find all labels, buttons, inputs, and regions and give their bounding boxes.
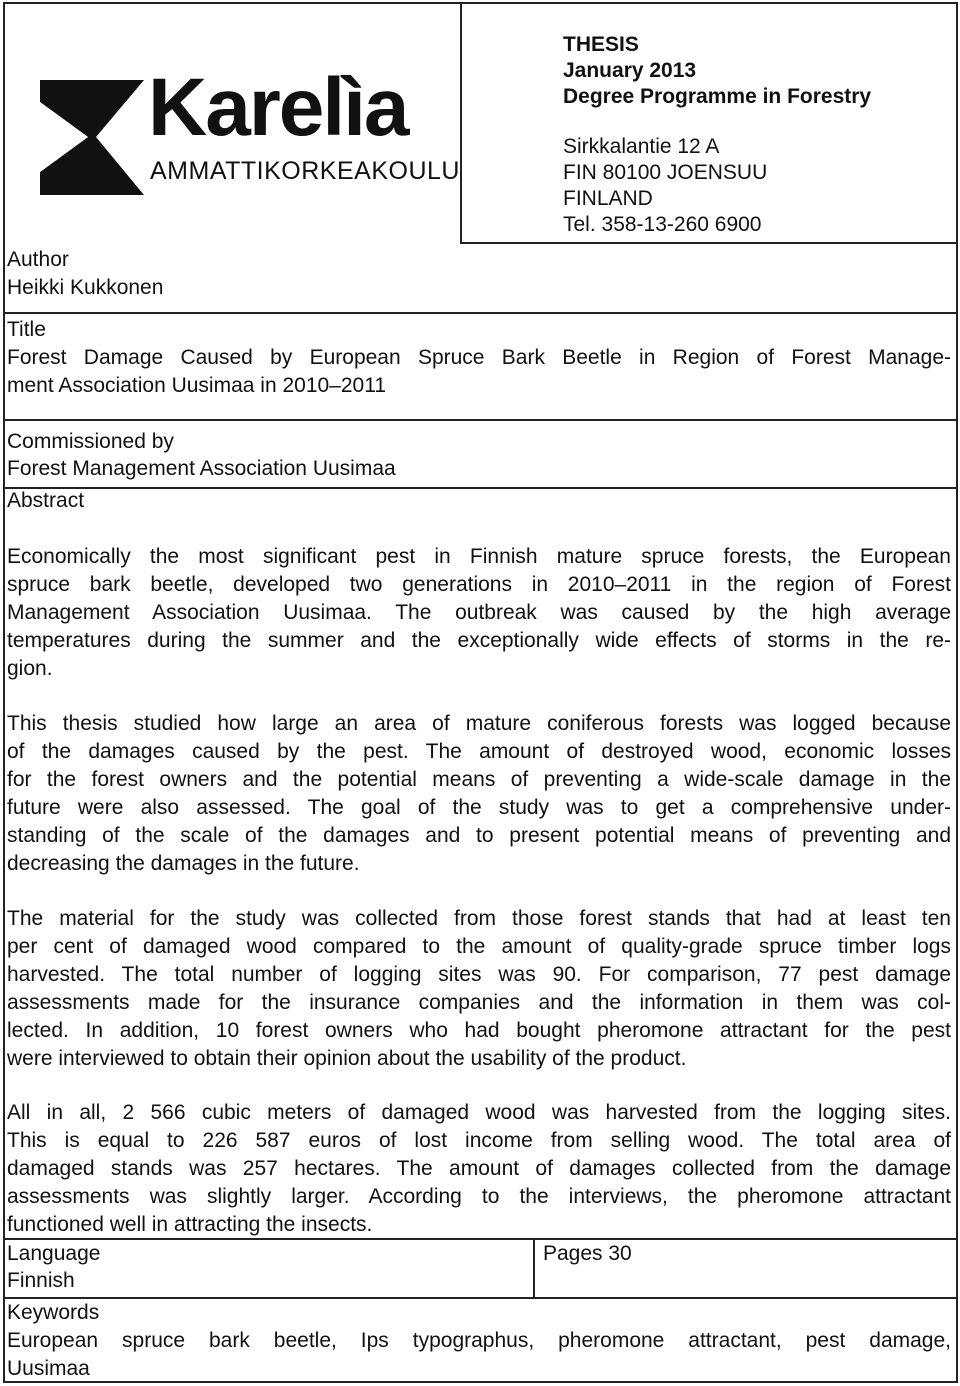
- author-label: Author: [7, 248, 69, 271]
- abstract-line: This thesis studied how large an area of mature coniferous forests was logged because: [7, 712, 951, 735]
- abstract-line: assessments was slightly larger. According to the interviews, the pheromone attractant: [7, 1185, 951, 1208]
- abstract-line: lected. In addition, 10 forest owners who had bought pheromone attractant for the pest: [7, 1019, 951, 1042]
- karelia-subtitle-text: AMMATTIKORKEAKOULU: [150, 157, 460, 185]
- title-divider: [3, 419, 958, 421]
- abstract-paragraph: [7, 710, 951, 878]
- title-label: Title: [7, 318, 46, 341]
- abstract-line: The material for the study was collected from those forest stands that had at least ten: [7, 907, 951, 930]
- header-divider-vertical: [460, 2, 462, 244]
- phone-number: Tel. 358-13-260 6900: [563, 213, 762, 236]
- abstract-paragraph: [7, 905, 951, 1073]
- author-name: Heikki Kukkonen: [7, 276, 164, 299]
- abstract-label: Abstract: [7, 489, 85, 512]
- abstract-line: future were also assessed. The goal of the study was to get a comprehensive under-: [7, 796, 951, 819]
- abstract-line: spruce bark beetle, developed two generations in 2010–2011 in the region of Forest: [7, 573, 951, 596]
- abstract-line: gion.: [7, 657, 53, 680]
- abstract-line: per cent of damaged wood compared to the amount of quality-grade spruce timber logs: [7, 935, 951, 958]
- keywords-list: [7, 1327, 951, 1383]
- address-city: FIN 80100 JOENSUU: [563, 161, 768, 184]
- commissioned-value: Forest Management Association Uusimaa: [7, 457, 396, 480]
- karelia-brand-text: Karelìa: [148, 62, 408, 153]
- frame-left: [3, 2, 5, 1383]
- abstract-paragraph: [7, 543, 951, 683]
- abstract-line: temperatures during the summer and the exceptionally wide effects of storms in the re-: [7, 629, 951, 652]
- abstract-paragraph: [7, 1099, 951, 1239]
- abstract-line: were interviewed to obtain their opinion about the usability of the product.: [7, 1047, 687, 1070]
- abstract-line: of the damages caused by the pest. The amount of destroyed wood, economic losses: [7, 740, 951, 763]
- language-label: Language: [7, 1242, 101, 1265]
- abstract-line: assessments made for the insurance companies and the information in them was col-: [7, 991, 951, 1014]
- title-line: Forest Damage Caused by European Spruce Bark Beetle in Region of Forest Manage-: [7, 346, 951, 369]
- language-pages-divider: [533, 1238, 535, 1298]
- author-divider: [3, 312, 958, 314]
- abstract-line: damaged stands was 257 hectares. The amount of damages collected from the damage: [7, 1157, 951, 1180]
- header-divider-horizontal: [460, 242, 958, 244]
- pages-count: Pages 30: [543, 1242, 632, 1265]
- doc-type: THESIS: [563, 33, 639, 56]
- abstract-line: Management Association Uusimaa. The outbreak was caused by the high average: [7, 601, 951, 624]
- abstract-line: harvested. The total number of logging sites was 90. For comparison, 77 pest damage: [7, 963, 951, 986]
- thesis-title: [7, 344, 951, 400]
- karelia-logo-mark: [40, 80, 144, 195]
- language-divider: [3, 1297, 958, 1299]
- language-value: Finnish: [7, 1269, 75, 1292]
- abstract-line: This is equal to 226 587 euros of lost income from selling wood. The total area of: [7, 1129, 951, 1152]
- karelia-logo: [40, 62, 460, 200]
- abstract-line: standing of the scale of the damages and to present potential means of preventing and: [7, 824, 951, 847]
- keywords-line: Uusimaa: [7, 1357, 90, 1380]
- abstract-line: decreasing the damages in the future.: [7, 852, 360, 875]
- doc-date: January 2013: [563, 59, 697, 82]
- abstract-line: Economically the most significant pest in Finnish mature spruce forests, the European: [7, 545, 951, 568]
- keywords-label: Keywords: [7, 1301, 100, 1324]
- abstract-line: functioned well in attracting the insects.: [7, 1213, 373, 1236]
- address-country: FINLAND: [563, 187, 653, 210]
- abstract-line: All in all, 2 566 cubic meters of damaged wood was harvested from the logging sites.: [7, 1101, 951, 1124]
- degree-programme: Degree Programme in Forestry: [563, 85, 872, 108]
- abstract-line: for the forest owners and the potential means of preventing a wide-scale damage in the: [7, 768, 951, 791]
- frame-top: [3, 2, 958, 4]
- commissioned-label: Commissioned by: [7, 430, 174, 453]
- title-line: ment Association Uusimaa in 2010–2011: [7, 374, 387, 397]
- keywords-line: European spruce bark beetle, Ips typographus, pheromone attractant, pest damage,: [7, 1329, 951, 1352]
- address-street: Sirkkalantie 12 A: [563, 135, 720, 158]
- frame-right: [956, 2, 958, 1383]
- commissioned-divider: [3, 487, 958, 489]
